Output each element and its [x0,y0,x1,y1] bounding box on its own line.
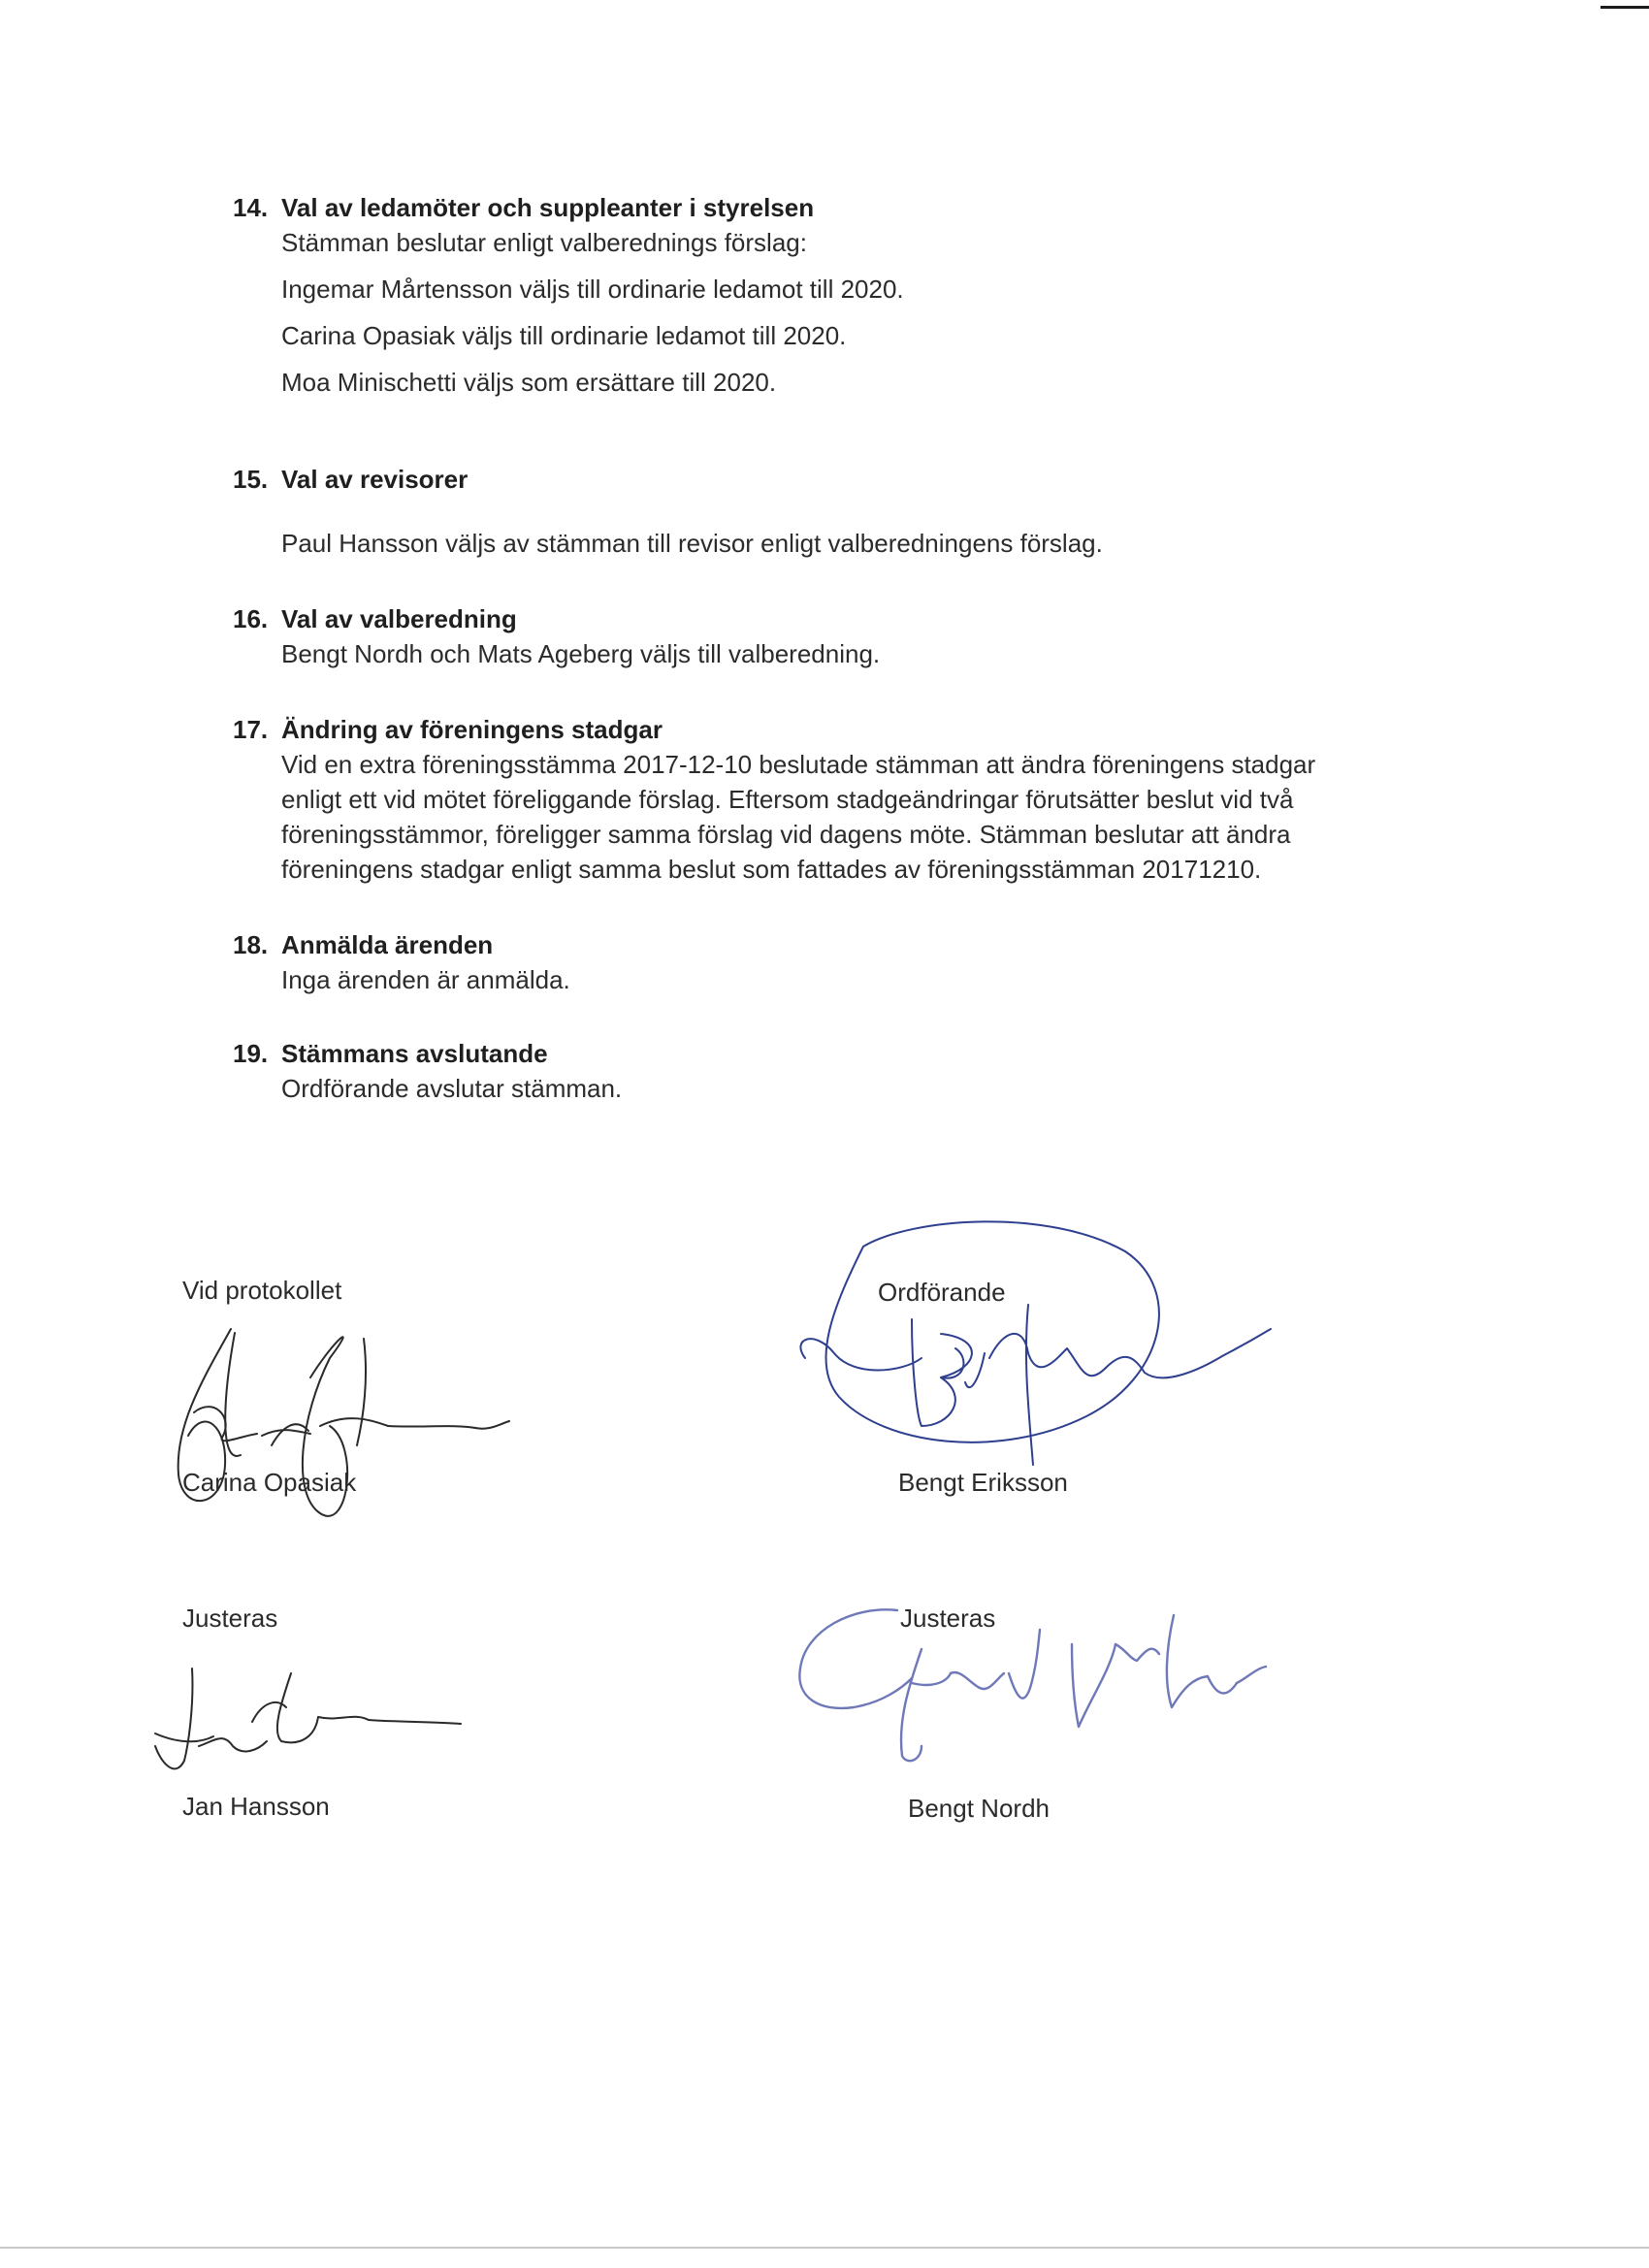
agenda-item-18 [233,927,1436,997]
item-line: Vid en extra föreningsstämma 2017-12-10 beslutade stämman att ändra föreningens stadgar [281,750,1316,779]
adjuster-2-name: Bengt Nordh [908,1794,1050,1823]
item-body [281,747,1436,887]
agenda-item-heading [233,927,1436,962]
item-title: Val av ledamöter och suppleanter i styrelsen [281,193,815,222]
agenda-item-heading [233,1036,1436,1071]
item-title: Val av valberedning [281,604,517,633]
agenda-item-17 [233,712,1436,887]
agenda-item-heading [233,462,1436,497]
agenda-item-19 [233,1036,1436,1106]
item-line: Ingemar Mårtensson väljs till ordinarie ledamot till 2020. [281,275,904,304]
item-title: Anmälda ärenden [281,930,494,959]
adjuster-1-name: Jan Hansson [182,1792,330,1821]
item-line: Paul Hansson väljs av stämman till revisor enligt valberedningens förslag. [281,529,1103,558]
item-number: 19. [233,1039,269,1068]
item-body [281,962,1436,997]
item-line: Inga ärenden är anmälda. [281,965,570,994]
item-number: 18. [233,930,269,959]
item-line: Stämman beslutar enligt valberednings förslag: [281,228,807,257]
item-number: 17. [233,715,269,744]
item-line: Ordförande avslutar stämman. [281,1074,623,1103]
item-line: föreningens stadgar enligt samma beslut som fattades av föreningsstämman 20171210. [281,855,1262,884]
agenda-item-15 [233,462,1436,561]
secretary-role-label: Vid protokollet [182,1276,342,1305]
item-title: Ändring av föreningens stadgar [281,715,663,744]
adjuster-2-role-label: Justeras [900,1604,996,1633]
item-body [281,636,1436,671]
item-line: Bengt Nordh och Mats Ageberg väljs till valberedning. [281,639,881,668]
item-number: 15. [233,465,269,494]
item-line: Carina Opasiak väljs till ordinarie ledamot till 2020. [281,321,847,350]
chair-role-label: Ordförande [878,1278,1006,1307]
agenda-item-heading [233,190,1436,225]
item-number: 14. [233,193,269,222]
secretary-name: Carina Opasiak [182,1468,357,1497]
agenda-item-heading [233,601,1436,636]
bengt-nordh-signature [776,1591,1280,1785]
item-body [281,526,1436,561]
scan-edge-mark [1600,6,1649,9]
item-line: Moa Minischetti väljs som ersättare till 2020. [281,368,777,397]
item-number: 16. [233,604,269,633]
item-line: föreningsstämmor, föreligger samma förslag vid dagens möte. Stämman beslutar att ändra [281,820,1291,849]
agenda-item-14 [233,190,1436,411]
agenda-item-16 [233,601,1436,671]
carina-opasiak-signature [165,1319,524,1542]
jan-hansson-signature [146,1664,475,1790]
item-title: Val av revisorer [281,465,469,494]
agenda-item-heading [233,712,1436,747]
item-line: enligt ett vid mötet föreliggande förslag. Eftersom stadgeändringar förutsätter beslut vid två [281,785,1294,814]
adjuster-1-role-label: Justeras [182,1604,278,1633]
item-title: Stämmans avslutande [281,1039,548,1068]
chair-name: Bengt Eriksson [898,1468,1068,1497]
scan-bottom-edge [0,2247,1649,2249]
item-body [281,1071,1436,1106]
item-body [281,225,1436,411]
